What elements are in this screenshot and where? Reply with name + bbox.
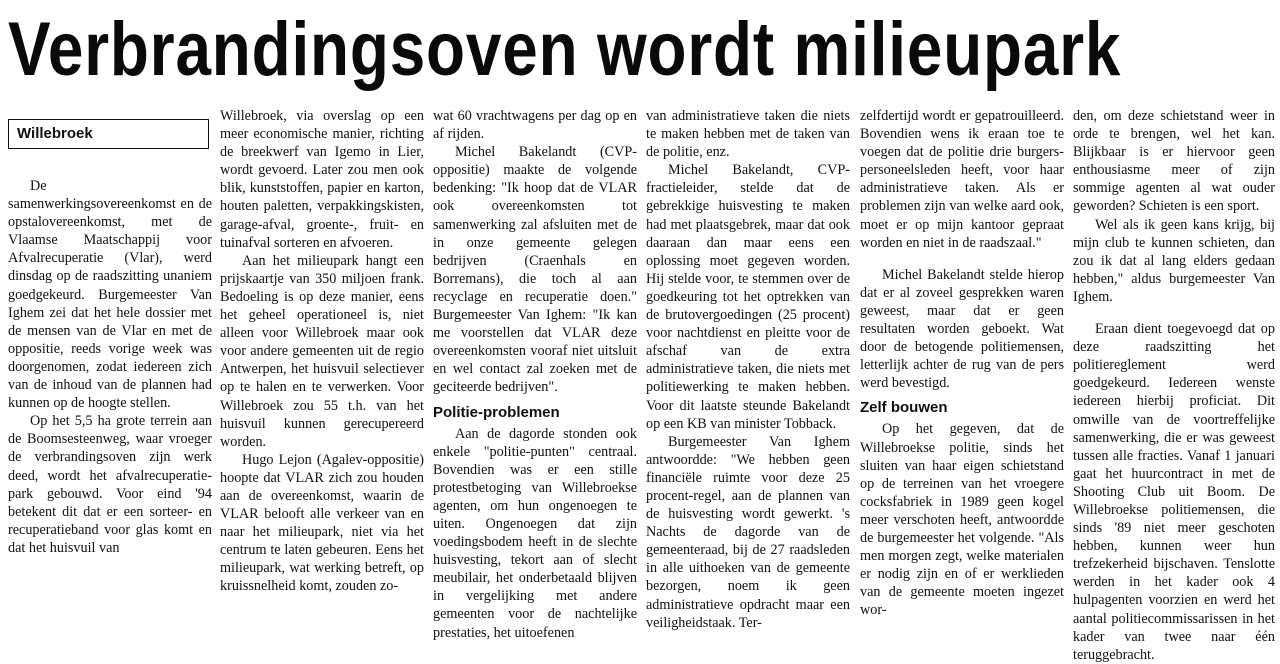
body-paragraph: Michel Bakelandt stelde hierop dat er al zoveel gesprekken waren geweest, maar dat er geen resultaten worden geboekt. Wat door de betogende politiemensen, letterlijk achter de rug van de pers werd bevestigd. — [860, 266, 1064, 392]
body-paragraph: Michel Bakelandt (CVP-oppositie) maakte de volgende bedenking: "Ik hoop dat de VLAR ook overeenkomsten tot samenwerking zal afsluiten met de in onze gemeente gelegen bedrijven (Craenhals en Borremans), die toch al aan recyclage en recuperatie doen." Burgemeester Van Ighem: "Ik kan me voorstellen dat VLAR deze overeenkomsten vooraf niet uitsluit en wel contact zal zoeken met de geciteerde bedrijven". — [433, 144, 637, 396]
section-subheading: Zelf bouwen — [860, 399, 948, 417]
article-column-6 — [1073, 107, 1275, 663]
article-column-2 — [220, 107, 424, 595]
body-paragraph: den, om deze schietstand weer in orde te brengen, wel het kan. Blijkbaar is er hiervoor geen enthousiasme meer of zijn sommige agenten al wat ouder geworden? Schieten is een sport. — [1073, 108, 1275, 215]
article-column-4 — [646, 107, 850, 631]
paragraph-spacer — [1073, 306, 1275, 320]
section-kicker: Willebroek — [8, 119, 209, 149]
body-paragraph: Michel Bakelandt, CVP-fractieleider, stelde dat de gebrekkige huisvesting te maken had met plaatsgebrek, maar dat ook daaraan dan maar eens een oplossing moet gegeven worden. Hij stelde voor, te stemmen over de goedkeuring tot het optrekken van de brutovergoedingen (25 procent) voor nachtdienst en pleitte voor de afschaf van de extra administratieve taken, die niets met politiewerking te maken hebben. Voor dit laatste steunde Bakelandt op een KB van minister Tobback. — [646, 162, 850, 432]
body-paragraph: De samenwerkingsovereenkomst en de opstalovereenkomst, met de Vlaamse Maatschappij voor Afvalrecuperatie (Vlar), werd dinsdag op de raadszitting unaniem goedgekeurd. Burgemeester Van Ighem zei dat het hele dossier met de mensen van de Vlar en met de oppositie, reeds vorige week was doorgenomen, zodat iedereen zich van de inhoud van de plannen had kunnen op de hoogte stellen. — [8, 178, 212, 412]
body-paragraph: Op het 5,5 ha grote terrein aan de Boomsesteenweg, waar vroeger de verbrandingsoven zijn werk deed, wordt het afvalrecuperatie-park gebouwd. Voor eind '94 betekent dit dat er een sorteer- en recuperatieband voor glas komt en dat het huisvuil van — [8, 413, 212, 556]
article-column-1 — [8, 107, 212, 563]
article-column-5 — [860, 107, 1064, 619]
body-paragraph: Burgemeester Van Ighem antwoordde: "We hebben geen financiële ruimte voor deze 25 procent-regel, aan de plannen van de huisvesting wordt gewerkt. 's Nachts de dagorde van de gemeenteraad, bij de 27 raadsleden in alle uithoeken van de gemeente bezorgen, noem ik geen administratieve opdracht maar een veiligheidstaak. Ter- — [646, 433, 850, 631]
body-paragraph: Aan de dagorde stonden ook enkele "politie-punten" centraal. Bovendien was er een stille protestbetoging van Willebroekse agenten, om hun ongenoegen te uiten. Ongenoegen dat zijn voedingsbodem heeft in de slechte huisvesting, tekort aan of slecht meubilair, het onderbetaald blijven in vergelijking met andere gemeenten voor de nachtelijke prestaties, het uitoefenen — [433, 425, 637, 641]
section-subheading: Politie-problemen — [433, 403, 560, 421]
body-paragraph: Willebroek, via overslag op een meer economische manier, richting de breekwerf van Igemo in Lier, wordt gevoerd. Later zou men ook blik, kunststoffen, papier en karton, houten paletten, verpakkingskisten, garage-afval, groente-, fruit- en tuinafval sorteren en afvoeren. — [220, 108, 424, 251]
article-column-3 — [433, 107, 637, 641]
body-paragraph: wat 60 vrachtwagens per dag op en af rijden. — [433, 108, 637, 143]
paragraph-spacer — [860, 252, 1064, 266]
body-paragraph: Aan het milieupark hangt een prijskaartje van 350 miljoen frank. Bedoeling is op deze manier, eens het geheel operationeel is, niet alleen voor Willebroek maar ook voor andere gemeenten uit de regio Antwerpen, het huisvuil selectiever op te halen en te verwerken. Voor Willebroek zou 55 t.h. van het huisvuil kunnen gerecupereerd worden. — [220, 252, 424, 450]
body-paragraph: van administratieve taken die niets te maken hebben met de taken van de politie, enz. — [646, 108, 850, 161]
body-paragraph: Hugo Lejon (Agalev-oppositie) hoopte dat VLAR zich zou houden aan de overeenkomst, waarin de VLAR belooft alle verkeer van en naar het milieupark, niet via het centrum te laten gebeuren. Eens het milieupark, wat werking betreft, op kruissnelheid komt, zouden zo- — [220, 451, 424, 595]
headline: Verbrandingsoven wordt milieupark — [8, 7, 1122, 92]
body-paragraph: Eraan dient toegevoegd dat op deze raadszitting het politiereglement werd goedgekeurd. Iedereen wenste iedereen hierbij proficiat. Dit omwille van de voortreffelijke samenwerking, die er was geweest tussen alle fracties. Vanaf 1 januari gaat het huurcontract in met de Shooting Club uit Boom. De Willebroekse politiemensen, die sinds '89 niet meer geschoten hebben, kunnen weer hun trefzekerheid bijschaven. Tenslotte werden in het kader ook 4 hulpagenten voorzien en werd het aantal politiecommissarissen in het kader van twee naar één teruggebracht. — [1073, 321, 1275, 663]
body-paragraph: zelfdertijd wordt er gepatrouilleerd. Bovendien wens ik eraan toe te voegen dat de politie drie burgers-personeelsleden heeft, voor haar administratieve taken. Als er problemen zijn van welke aard ook, moet er op mijn kantoor gepraat worden en niet in de raadszaal." — [860, 108, 1064, 251]
body-paragraph: Op het gegeven, dat de Willebroekse politie, sinds het sluiten van haar eigen schietstand op de terreinen van het vroegere cocksfabriek in 1989 geen kogel meer verschoten heeft, antwoordde de burgemeester het volgende. "Als men morgen zegt, welke materialen er nodig zijn en of er werklieden van de gemeente moeten ingezet wor- — [860, 421, 1064, 619]
body-paragraph: Wel als ik geen kans krijg, bij mijn club te kunnen schieten, dan zou ik dat al lang elders gedaan hebben," aldus burgemeester Van Ighem. — [1073, 216, 1275, 305]
